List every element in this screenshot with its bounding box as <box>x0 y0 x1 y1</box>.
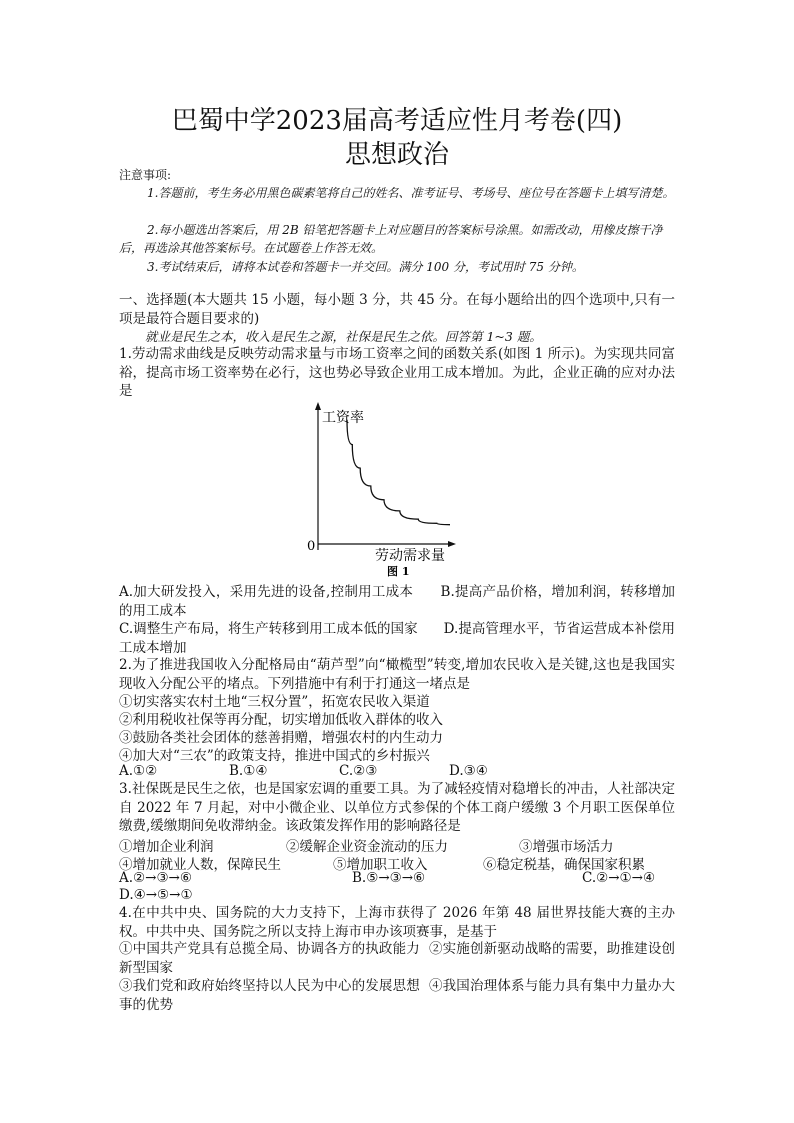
statement: ⑤增加职工收入 <box>333 857 428 873</box>
figure-caption: 图 1 <box>387 565 410 578</box>
option-c[interactable]: C.调整生产布局，将生产转移到用工成本低的国家 <box>119 621 418 637</box>
y-axis-arrow <box>315 402 321 410</box>
exam-title: 巴蜀中学2023届高考适应性月考卷(四) <box>171 106 623 136</box>
statement: ④加大对“三农”的政策支持，推进中国式的乡村振兴 <box>119 748 430 764</box>
statement: ④我国治理体系与能力具有集中力量办大事的优势 <box>119 978 676 1013</box>
statement: ①中国共产党具有总揽全局、协调各方的执政能力 <box>119 941 420 957</box>
option-b[interactable]: B.⑤→③→⑥ <box>352 870 426 886</box>
section-intro: 就业是民生之本，收入是民生之源，社保是民生之依。回答第 1~3 题。 <box>145 329 542 344</box>
statement: ③我们党和政府始终坚持以人民为中心的发展思想 <box>119 978 420 994</box>
y-axis-label: 工资率 <box>322 410 364 426</box>
question-1-options-ab <box>119 583 675 620</box>
demand-curve <box>347 420 450 525</box>
statement: ④增加就业人数，保障民生 <box>119 857 281 873</box>
statement: ⑥稳定税基，确保国家积累 <box>483 857 645 873</box>
option-c[interactable]: C.②③ <box>339 763 378 779</box>
option-a[interactable]: A.②→③→⑥ <box>119 870 192 886</box>
statement: ②缓解企业资金流动的压力 <box>286 839 448 855</box>
statement: ②实施创新驱动战略的需要，助推建设创新型国家 <box>119 941 676 976</box>
statement: ①切实落实农村土地“三权分置”，拓宽农民收入渠道 <box>119 694 430 710</box>
x-axis-arrow <box>448 541 456 547</box>
question-1-stem: 1.劳动需求曲线是反映劳动需求量与市场工资率之间的函数关系(如图 1 所示)。为实现共同富裕，提高市场工资率势在必行，这也势必导致企业用工成本增加。为此，企业正确的应对办法是 <box>119 346 675 399</box>
subject-title: 思想政治 <box>344 140 449 170</box>
notice-heading: 注意事项: <box>119 168 172 182</box>
question-1-options-cd <box>119 620 675 657</box>
section-heading: 一、选择题(本大题共 15 小题，每小题 3 分，共 45 分。在每小题给出的四个选项中,只有一项是最符合题目要求的) <box>119 292 675 327</box>
statement: ①增加企业利润 <box>119 839 214 855</box>
question-2-stem: 2.为了推进我国收入分配格局由“葫芦型”向“橄榄型”转变,增加农民收入是关键,这也是我国实现收入分配公平的堵点。下列措施中有利于打通这一堵点是 <box>119 657 675 692</box>
notice-item: 3.考试结束后，请将本试卷和答题卡一并交回。满分 100 分，考试用时 75 分钟。 <box>147 260 584 274</box>
statement: ③增强市场活力 <box>519 839 614 855</box>
x-axis-label: 劳动需求量 <box>375 548 445 564</box>
option-b[interactable]: B.提高产品价格，增加利润，转移增加的用工成本 <box>119 584 675 619</box>
question-4-statements-34 <box>119 977 675 1014</box>
statement: ③鼓励各类社会团体的慈善捐赠，增强农村的内生动力 <box>119 730 443 746</box>
question-3-stem: 3.社保既是民生之依，也是国家宏调的重要工具。为了减轻疫情对稳增长的冲击，人社部决定自 2022 年 7 月起，对中小微企业、以单位方式参保的个体工商户缓缴 3 个月职工医保单位缴费,缓缴期间免收滞纳金。该政策发挥作用的影响路径是 <box>119 781 675 834</box>
option-d[interactable]: D.④→⑤→① <box>119 887 193 903</box>
option-d[interactable]: D.提高管理水平，节省运营成本补偿用工成本增加 <box>119 621 676 656</box>
figure-1-chart <box>300 398 470 578</box>
statement: ②利用税收社保等再分配，切实增加低收入群体的收入 <box>119 712 443 728</box>
notice-item: 2.每小题选出答案后，用 2B 铅笔把答题卡上对应题目的答案标号涂黑。如需改动，用橡皮擦干净后，再选涂其他答案标号。在试题卷上作答无效。 <box>119 223 663 255</box>
origin-label: 0 <box>307 539 316 554</box>
option-a[interactable]: A.①② <box>119 763 158 779</box>
question-4-stem: 4.在中共中央、国务院的大力支持下，上海市获得了 2026 年第 48 届世界技能大赛的主办权。中共中央、国务院之所以支持上海市申办该项赛事，是基于 <box>119 905 675 940</box>
option-d[interactable]: D.③④ <box>449 763 488 779</box>
option-a[interactable]: A.加大研发投入，采用先进的设备,控制用工成本 <box>119 584 414 600</box>
option-b[interactable]: B.①④ <box>229 763 268 779</box>
option-c[interactable]: C.②→①→④ <box>582 870 656 886</box>
question-4-statements-12 <box>119 940 675 977</box>
notice-item: 1.答题前，考生务必用黑色碳素笔将自己的姓名、准考证号、考场号、座位号在答题卡上填写清楚。 <box>147 186 675 200</box>
